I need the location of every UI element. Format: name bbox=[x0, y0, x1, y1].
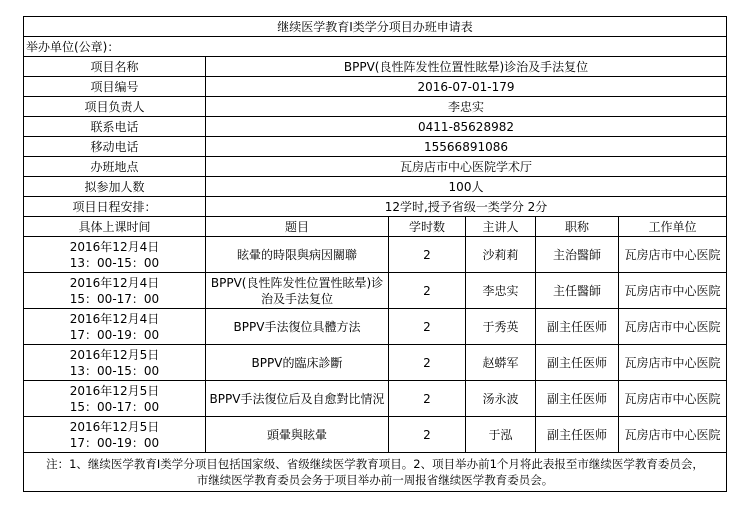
note-cell bbox=[24, 453, 727, 492]
session-time: 13：00-15：00 bbox=[69, 255, 160, 270]
session-unit: 瓦房店市中心医院 bbox=[619, 273, 727, 309]
header-hours: 学时数 bbox=[389, 217, 466, 237]
organizer-label: 举办单位(公章)： bbox=[24, 37, 727, 57]
session-time: 17：00-19：00 bbox=[69, 435, 160, 450]
session-time-cell bbox=[24, 417, 206, 453]
session-unit: 瓦房店市中心医院 bbox=[619, 417, 727, 453]
info-label: 项目编号 bbox=[24, 77, 206, 97]
header-time: 具体上课时间 bbox=[24, 217, 206, 237]
info-row bbox=[24, 177, 727, 197]
session-time-cell bbox=[24, 309, 206, 345]
session-unit: 瓦房店市中心医院 bbox=[619, 237, 727, 273]
session-rank: 主治醫師 bbox=[536, 237, 619, 273]
session-topic: 頭暈與眩暈 bbox=[206, 417, 389, 453]
info-value: 瓦房店市中心医院学术厅 bbox=[206, 157, 727, 177]
header-rank: 职称 bbox=[536, 217, 619, 237]
session-date: 2016年12月5日 bbox=[69, 347, 160, 362]
note-row bbox=[24, 453, 727, 492]
session-unit: 瓦房店市中心医院 bbox=[619, 381, 727, 417]
session-topic: BPPV手法復位后及自愈對比情況 bbox=[206, 381, 389, 417]
session-date: 2016年12月5日 bbox=[69, 419, 160, 434]
session-speaker: 于秀英 bbox=[466, 309, 536, 345]
info-label: 拟参加人数 bbox=[24, 177, 206, 197]
info-row bbox=[24, 137, 727, 157]
session-hours: 2 bbox=[389, 309, 466, 345]
info-value: 15566891086 bbox=[206, 137, 727, 157]
header-unit: 工作单位 bbox=[619, 217, 727, 237]
session-time-cell bbox=[24, 273, 206, 309]
info-value: 0411-85628982 bbox=[206, 117, 727, 137]
info-value: 2016-07-01-179 bbox=[206, 77, 727, 97]
session-speaker: 汤永波 bbox=[466, 381, 536, 417]
session-time: 17：00-19：00 bbox=[69, 327, 160, 342]
session-topic: BPPV的臨床診斷 bbox=[206, 345, 389, 381]
info-row bbox=[24, 77, 727, 97]
session-date: 2016年12月5日 bbox=[69, 383, 160, 398]
info-label: 项目名称 bbox=[24, 57, 206, 77]
session-date: 2016年12月4日 bbox=[69, 311, 160, 326]
info-value: 100人 bbox=[206, 177, 727, 197]
schedule-row bbox=[24, 417, 727, 453]
session-rank: 副主任医师 bbox=[536, 309, 619, 345]
note-line-2: 市继续医学教育委员会务于项目举办前一周报省继续医学教育委员会。 bbox=[196, 473, 554, 487]
info-row bbox=[24, 117, 727, 137]
application-form-table bbox=[23, 16, 727, 492]
session-date: 2016年12月4日 bbox=[69, 275, 160, 290]
session-time: 15：00-17：00 bbox=[69, 291, 160, 306]
title-row bbox=[24, 17, 727, 37]
session-hours: 2 bbox=[389, 417, 466, 453]
session-speaker: 沙莉莉 bbox=[466, 237, 536, 273]
info-label: 联系电话 bbox=[24, 117, 206, 137]
note-line-1: 注：1、继续医学教育Ⅰ类学分项目包括国家级、省级继续医学教育项目。2、项目举办前1个月将此表报至市继续医学教育委员会， bbox=[46, 457, 704, 471]
session-speaker: 于泓 bbox=[466, 417, 536, 453]
schedule-row bbox=[24, 381, 727, 417]
session-time-cell bbox=[24, 237, 206, 273]
session-topic: BPPV手法復位具體方法 bbox=[206, 309, 389, 345]
info-value: BPPV(良性阵发性位置性眩晕)诊治及手法复位 bbox=[206, 57, 727, 77]
session-hours: 2 bbox=[389, 237, 466, 273]
schedule-row bbox=[24, 237, 727, 273]
session-time: 15：00-17：00 bbox=[69, 399, 160, 414]
info-label: 项目日程安排： bbox=[24, 197, 206, 217]
session-speaker: 赵蟒军 bbox=[466, 345, 536, 381]
info-label: 办班地点 bbox=[24, 157, 206, 177]
session-hours: 2 bbox=[389, 381, 466, 417]
session-topic: 眩暈的時限與病因關聯 bbox=[206, 237, 389, 273]
schedule-row bbox=[24, 273, 727, 309]
session-rank: 主任醫師 bbox=[536, 273, 619, 309]
session-date: 2016年12月4日 bbox=[69, 239, 160, 254]
schedule-header-row bbox=[24, 217, 727, 237]
session-unit: 瓦房店市中心医院 bbox=[619, 309, 727, 345]
session-time-cell bbox=[24, 381, 206, 417]
session-rank: 副主任医师 bbox=[536, 417, 619, 453]
info-row bbox=[24, 157, 727, 177]
session-unit: 瓦房店市中心医院 bbox=[619, 345, 727, 381]
header-topic: 题目 bbox=[206, 217, 389, 237]
schedule-row bbox=[24, 309, 727, 345]
session-speaker: 李忠实 bbox=[466, 273, 536, 309]
info-label: 项目负责人 bbox=[24, 97, 206, 117]
session-hours: 2 bbox=[389, 273, 466, 309]
session-hours: 2 bbox=[389, 345, 466, 381]
info-row bbox=[24, 197, 727, 217]
info-row bbox=[24, 57, 727, 77]
info-label: 移动电话 bbox=[24, 137, 206, 157]
info-row bbox=[24, 97, 727, 117]
organizer-row bbox=[24, 37, 727, 57]
session-rank: 副主任医师 bbox=[536, 345, 619, 381]
info-value: 12学时,授予省级一类学分 2分 bbox=[206, 197, 727, 217]
header-speaker: 主讲人 bbox=[466, 217, 536, 237]
form-title: 继续医学教育I类学分项目办班申请表 bbox=[24, 17, 727, 37]
info-value: 李忠实 bbox=[206, 97, 727, 117]
session-time-cell bbox=[24, 345, 206, 381]
session-topic: BPPV(良性阵发性位置性眩晕)诊治及手法复位 bbox=[206, 273, 389, 309]
session-time: 13：00-15：00 bbox=[69, 363, 160, 378]
schedule-row bbox=[24, 345, 727, 381]
session-rank: 副主任医师 bbox=[536, 381, 619, 417]
